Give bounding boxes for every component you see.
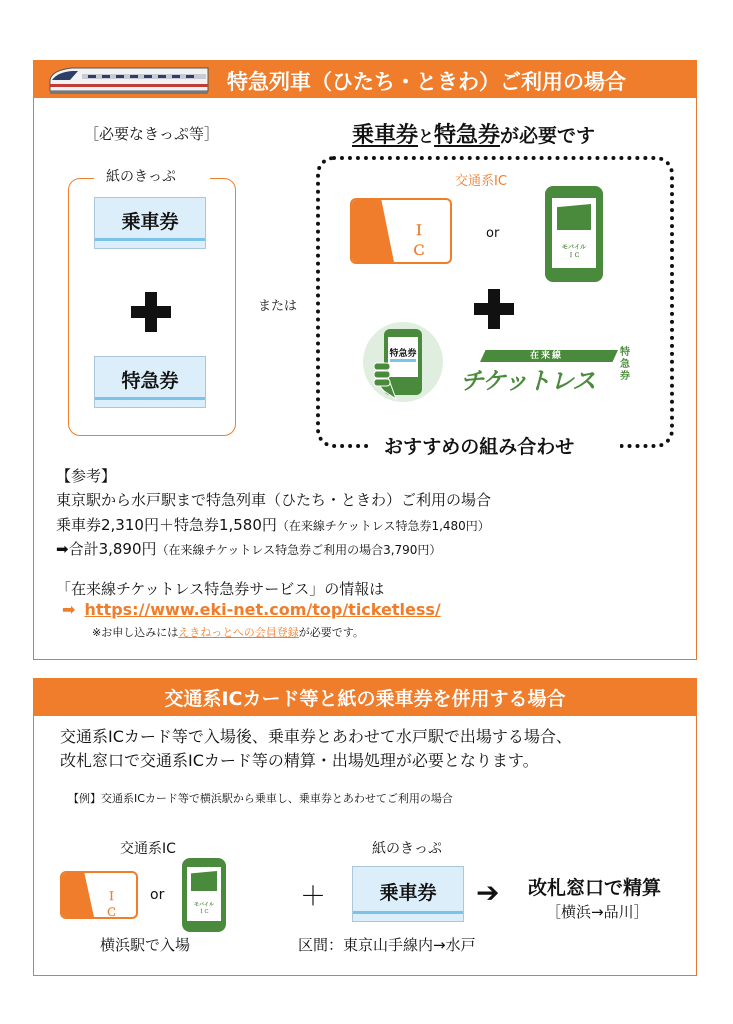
s2-mobile-ic-text-1: モバイル bbox=[193, 902, 214, 908]
ref-line2 bbox=[56, 514, 490, 535]
ref-heading: 【参考】 bbox=[56, 467, 117, 485]
boarding-ticket bbox=[94, 197, 206, 249]
ticketless-main: チケットレス bbox=[460, 367, 596, 395]
note-line bbox=[92, 624, 364, 640]
need-title-express: 特急券 bbox=[434, 123, 501, 148]
s2-boarding-ticket bbox=[352, 866, 464, 922]
mobile-ic-text-2: ＩＣ bbox=[567, 252, 580, 259]
paper-ticket-label: 紙のきっぷ bbox=[106, 169, 176, 185]
ref-line2-main: 乗車券2,310円＋特急券1,580円 bbox=[56, 516, 277, 534]
section1-title: 特急列車（ひたち・ときわ）ご利用の場合 bbox=[227, 70, 626, 94]
ic-label: 交通系IC bbox=[455, 174, 507, 189]
recommend-label: おすすめの組み合わせ bbox=[384, 436, 575, 458]
section2-header bbox=[33, 678, 697, 716]
ticketless-logo bbox=[458, 345, 634, 403]
section2-title: 交通系ICカード等と紙の乗車券を併用する場合 bbox=[164, 687, 566, 710]
need-title-boarding: 乗車券 bbox=[352, 123, 419, 148]
ref-line3-main: ➡合計3,890円 bbox=[56, 540, 157, 558]
s2-or-word: or bbox=[150, 887, 165, 903]
need-title-and: と bbox=[418, 127, 435, 146]
link-row bbox=[62, 600, 441, 619]
section2-body-line1: 交通系ICカード等で入場後、乗車券とあわせて水戸駅で出場する場合、 bbox=[60, 727, 572, 746]
s2-ic-label: 交通系IC bbox=[120, 841, 176, 857]
ref-line1: 東京駅から水戸駅まで特急列車（ひたち・ときわ）ご利用の場合 bbox=[56, 491, 492, 509]
member-registration-link[interactable]: えきねっとへの会員登録 bbox=[178, 626, 299, 639]
ref-line3-small: （在来線チケットレス特急券ご利用の場合3,790円） bbox=[156, 543, 442, 557]
or-word-1: or bbox=[486, 226, 500, 241]
train-icon bbox=[48, 62, 213, 96]
note-suffix: が必要です。 bbox=[298, 626, 364, 639]
note-prefix: ※お申し込みには bbox=[92, 626, 179, 639]
express-ticket-label: 特急券 bbox=[121, 369, 179, 392]
settle-route: ［横浜→品川］ bbox=[546, 903, 649, 921]
s2-boarding-ticket-label: 乗車券 bbox=[379, 881, 437, 904]
required-label: ［必要なきっぷ等］ bbox=[84, 125, 220, 143]
mobile-ic-icon bbox=[545, 186, 603, 282]
phone-ticket-text: 特急券 bbox=[389, 349, 417, 359]
s2-paper-ticket-label: 紙のきっぷ bbox=[372, 841, 442, 857]
section2-example: 【例】交通系ICカード等で横浜駅から乗車し、乗車券とあわせてご利用の場合 bbox=[68, 792, 453, 805]
ref-line2-small: （在来線チケットレス特急券1,480円） bbox=[276, 519, 490, 533]
s2-route: 区間：東京山手線内→水戸 bbox=[298, 936, 476, 954]
ticketless-phone-icon bbox=[362, 321, 444, 403]
or-text: または bbox=[258, 299, 298, 314]
s2-ic-card-icon bbox=[60, 871, 138, 919]
info-line: 「在来線チケットレス特急券サービス」の情報は bbox=[56, 580, 385, 598]
enter-station: 横浜駅で入場 bbox=[100, 936, 191, 954]
express-ticket bbox=[94, 356, 206, 408]
ic-card-text: ＩＣ bbox=[412, 223, 434, 259]
s2-arrow-icon: ➔ bbox=[476, 876, 500, 909]
ref-line3 bbox=[56, 538, 441, 559]
settle-title: 改札窓口で精算 bbox=[528, 877, 662, 899]
boarding-ticket-label: 乗車券 bbox=[121, 210, 179, 233]
ticketless-badge: 在来線 bbox=[530, 351, 564, 361]
plus-icon-large bbox=[131, 292, 171, 332]
section2-frame bbox=[33, 678, 697, 976]
s2-plus: ＋ bbox=[300, 882, 327, 912]
s2-mobile-ic-icon bbox=[182, 858, 226, 932]
need-title bbox=[352, 118, 595, 149]
ticketless-link[interactable]: https://www.eki-net.com/top/ticketless/ bbox=[84, 600, 441, 619]
need-title-required: が必要です bbox=[500, 125, 596, 147]
ticketless-side: 特急券 bbox=[620, 347, 630, 382]
s2-mobile-ic-text-2: ＩＣ bbox=[198, 909, 209, 915]
mobile-ic-text-1: モバイル bbox=[561, 244, 586, 251]
s2-ic-card-text: ＩＣ bbox=[106, 890, 122, 919]
ic-card-icon bbox=[350, 198, 452, 264]
link-arrow-icon: ➡ bbox=[62, 600, 76, 619]
section2-body-line2: 改札窓口で交通系ICカード等の精算・出場処理が必要となります。 bbox=[60, 751, 539, 770]
plus-icon-box bbox=[474, 289, 514, 329]
